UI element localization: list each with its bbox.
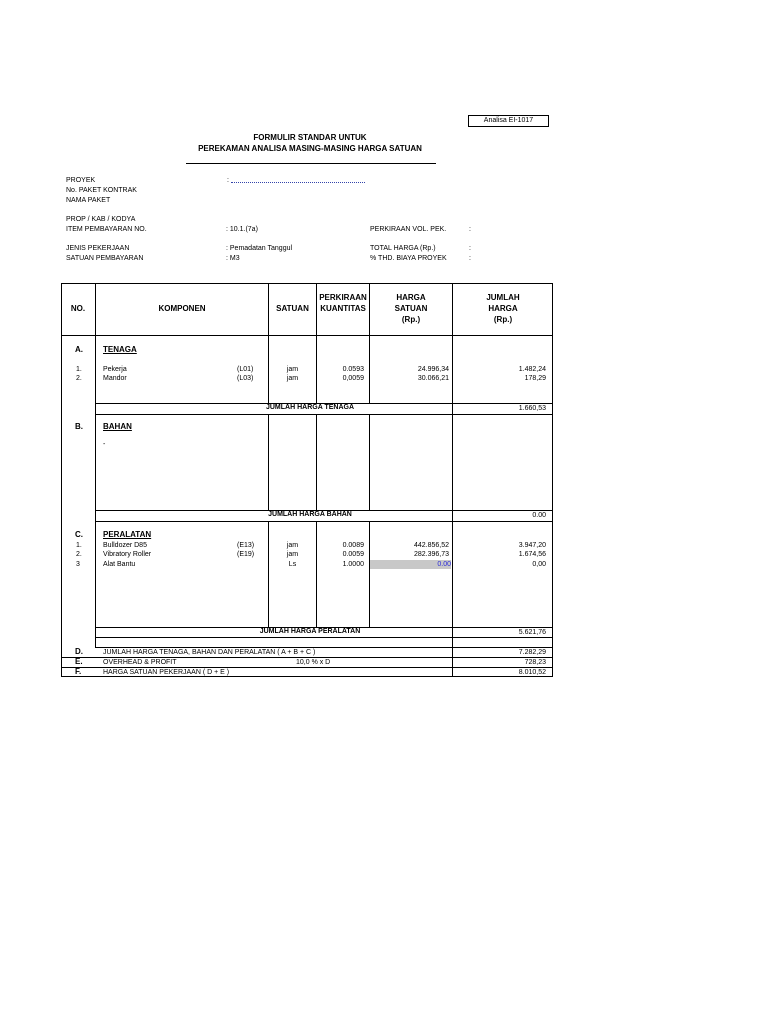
proyek-label: PROYEK <box>66 177 96 184</box>
row-name: Alat Bantu <box>103 561 136 568</box>
row-no: 2. <box>76 551 82 558</box>
header-kuantitas: KUANTITAS <box>320 304 366 313</box>
col-line-qty-c <box>369 521 370 627</box>
row-total: 1.482,24 <box>518 366 546 373</box>
row-total: 1.674,56 <box>518 551 546 558</box>
section-a-title: TENAGA <box>103 345 137 354</box>
row-code: (E19) <box>237 551 255 558</box>
sum-peralatan-label: JUMLAH HARGA PERALATAN <box>259 628 361 635</box>
row-no: 2. <box>76 375 82 382</box>
sum-tenaga-label: JUMLAH HARGA TENAGA <box>265 404 355 411</box>
total-label: TOTAL HARGA (Rp.) <box>370 245 436 252</box>
row-qty: 0.0089 <box>342 542 364 549</box>
col-line-satuan-c <box>316 521 317 627</box>
header-jumlah-rp: (Rp.) <box>493 315 513 324</box>
persen-label: % THD. BIAYA PROYEK <box>370 255 447 262</box>
bahan-dash: - <box>103 441 106 448</box>
section-b-letter: B. <box>75 422 83 431</box>
row-unit: jam <box>286 366 299 373</box>
row-total: 178,29 <box>524 375 546 382</box>
satuan-value: : M3 <box>226 255 240 262</box>
jenis-value: : Pemadatan Tanggul <box>226 245 293 252</box>
header-harga: HARGA <box>396 293 426 302</box>
row-no: 3 <box>76 561 80 568</box>
total-value: 728,23 <box>524 659 546 666</box>
section-a-letter: A. <box>75 345 83 354</box>
sum-bahan-value: 0.00 <box>532 512 546 519</box>
sum-b-bottom <box>95 521 553 522</box>
row-unit: jam <box>286 542 299 549</box>
title-underline <box>186 163 436 164</box>
total-letter: D. <box>75 647 83 656</box>
row-price: 30.066,21 <box>417 375 449 382</box>
col-line-satuan-b <box>316 414 317 510</box>
item-value: : 10.1.(7a) <box>226 226 258 233</box>
persen-value: : <box>469 255 471 262</box>
row-price-highlighted[interactable]: 0.00 <box>370 560 451 569</box>
header-harga-satuan: SATUAN <box>394 304 428 313</box>
form-subtitle: PEREKAMAN ANALISA MASING-MASING HARGA SATUAN <box>198 144 422 153</box>
form-title: FORMULIR STANDAR UNTUK <box>253 133 367 142</box>
section-b-title: BAHAN <box>103 422 132 431</box>
jenis-label: JENIS PEKERJAAN <box>66 245 130 252</box>
row-name: Bulldozer D85 <box>103 542 147 549</box>
row-no: 1. <box>76 366 82 373</box>
total-label: HARGA SATUAN PEKERJAAN ( D + E ) <box>103 669 230 676</box>
row-name: Mandor <box>103 375 127 382</box>
row-unit: jam <box>286 551 299 558</box>
total-extra: 10,0 % x D <box>296 659 331 666</box>
row-price: 24.996,34 <box>417 366 449 373</box>
row-unit: Ls <box>288 561 297 568</box>
row-no: 1. <box>76 542 82 549</box>
row-price: 442.856,52 <box>413 542 449 549</box>
row-unit: jam <box>286 375 299 382</box>
total-value: 8.010,52 <box>518 669 546 676</box>
header-no: NO. <box>70 304 86 313</box>
table-border <box>61 283 553 677</box>
row-qty: 0.0593 <box>342 366 364 373</box>
total-value: : <box>469 245 471 252</box>
col-line-qty-b <box>369 414 370 510</box>
prop-label: PROP / KAB / KODYA <box>66 216 136 223</box>
header-perkiraan: PERKIRAAN <box>319 293 367 302</box>
sum-peralatan-value: 5.621,76 <box>518 629 546 636</box>
section-c-letter: C. <box>75 530 83 539</box>
row-total: 0,00 <box>532 561 546 568</box>
header-jumlah-harga: HARGA <box>488 304 518 313</box>
form-code: Analisa EI-1017 <box>468 115 549 127</box>
row-price: 282.396,73 <box>413 551 449 558</box>
row-code: (L01) <box>237 366 254 373</box>
row-code: (E13) <box>237 542 255 549</box>
nama-paket-label: NAMA PAKET <box>66 197 111 204</box>
sum-c-bottom <box>95 637 553 638</box>
total-label: OVERHEAD & PROFIT <box>103 659 177 666</box>
header-jumlah: JUMLAH <box>486 293 520 302</box>
header-satuan: SATUAN <box>276 304 309 313</box>
col-line-no <box>95 283 96 647</box>
header-harga-rp: (Rp.) <box>401 315 421 324</box>
row-code: (L03) <box>237 375 254 382</box>
col-line-komponen-c <box>268 521 269 627</box>
row-name: Pekerja <box>103 366 127 373</box>
col-line-komponen-b <box>268 414 269 510</box>
col-line-harga <box>452 283 453 677</box>
satuan-label: SATUAN PEMBAYARAN <box>66 255 144 262</box>
sum-bahan-label: JUMLAH HARGA BAHAN <box>268 511 352 518</box>
vol-value: : <box>469 226 471 233</box>
section-c-title: PERALATAN <box>103 530 152 539</box>
total-letter: E. <box>75 657 83 666</box>
sum-tenaga-value: 1.660,53 <box>518 405 546 412</box>
total-letter: F. <box>75 667 82 676</box>
paket-kontrak-label: No. PAKET KONTRAK <box>66 187 137 194</box>
proyek-value: : <box>227 177 229 184</box>
row-total: 3.947,20 <box>518 542 546 549</box>
header-divider <box>61 335 553 336</box>
row-name: Vibratory Roller <box>103 551 152 558</box>
vol-label: PERKIRAAN VOL. PEK. <box>370 226 447 233</box>
item-label: ITEM PEMBAYARAN NO. <box>66 226 147 233</box>
total-label: JUMLAH HARGA TENAGA, BAHAN DAN PERALATAN ( A + B + C ) <box>103 649 316 656</box>
proyek-dotted-line <box>231 182 365 183</box>
row-qty: 1.0000 <box>342 561 364 568</box>
row-qty: 0,0059 <box>342 375 364 382</box>
header-komponen: KOMPONEN <box>158 304 206 313</box>
total-value: 7.282,29 <box>518 649 546 656</box>
sum-a-bottom <box>95 414 553 415</box>
row-qty: 0.0059 <box>342 551 364 558</box>
